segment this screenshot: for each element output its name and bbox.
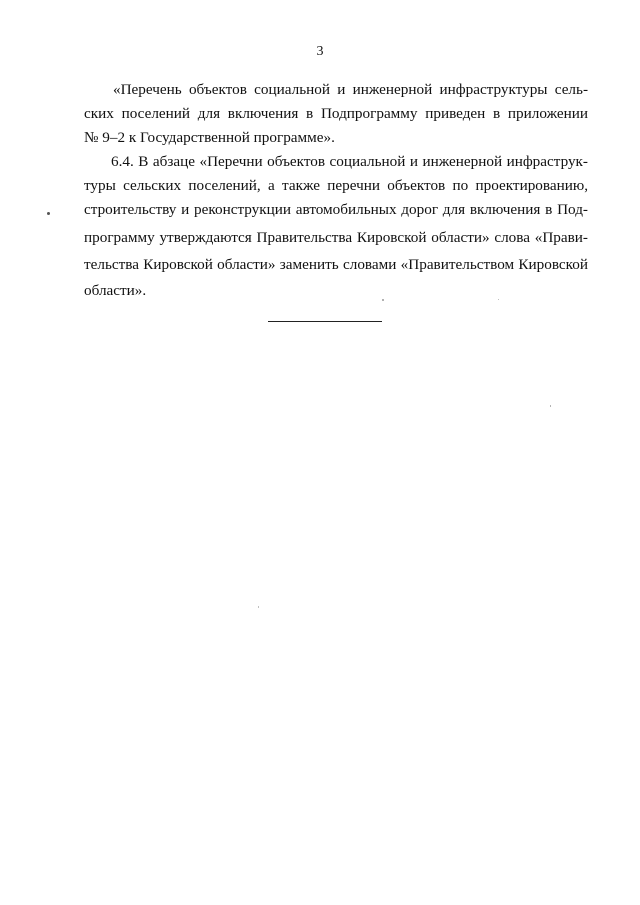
paragraph-line: туры сельских поселений, а также перечни объектов по проектированию, (84, 177, 588, 194)
paragraph-line: № 9–2 к Государственной программе». (84, 129, 335, 146)
page-number: 3 (316, 44, 324, 59)
paragraph-line: ских поселений для включения в Подпрограмму приведен в приложении (84, 105, 588, 122)
scan-speck (47, 212, 50, 215)
paragraph-line: программу утверждаются Правительства Кировской области» слова «Прави- (84, 229, 588, 246)
end-of-text-rule (268, 321, 382, 322)
paragraph-line: «Перечень объектов социальной и инженерной инфраструктуры сель- (113, 81, 588, 98)
scan-speck (258, 606, 259, 608)
paragraph-line: 6.4. В абзаце «Перечни объектов социальной и инженерной инфраструк- (111, 153, 588, 170)
paragraph-line: тельства Кировской области» заменить словами «Правительством Кировской (84, 256, 588, 273)
scan-speck (498, 299, 499, 300)
scan-speck (550, 405, 551, 407)
paragraph-line: области». (84, 282, 147, 299)
paragraph-line: строительству и реконструкции автомобильных дорог для включения в Под- (84, 201, 588, 218)
scan-speck (382, 299, 384, 301)
